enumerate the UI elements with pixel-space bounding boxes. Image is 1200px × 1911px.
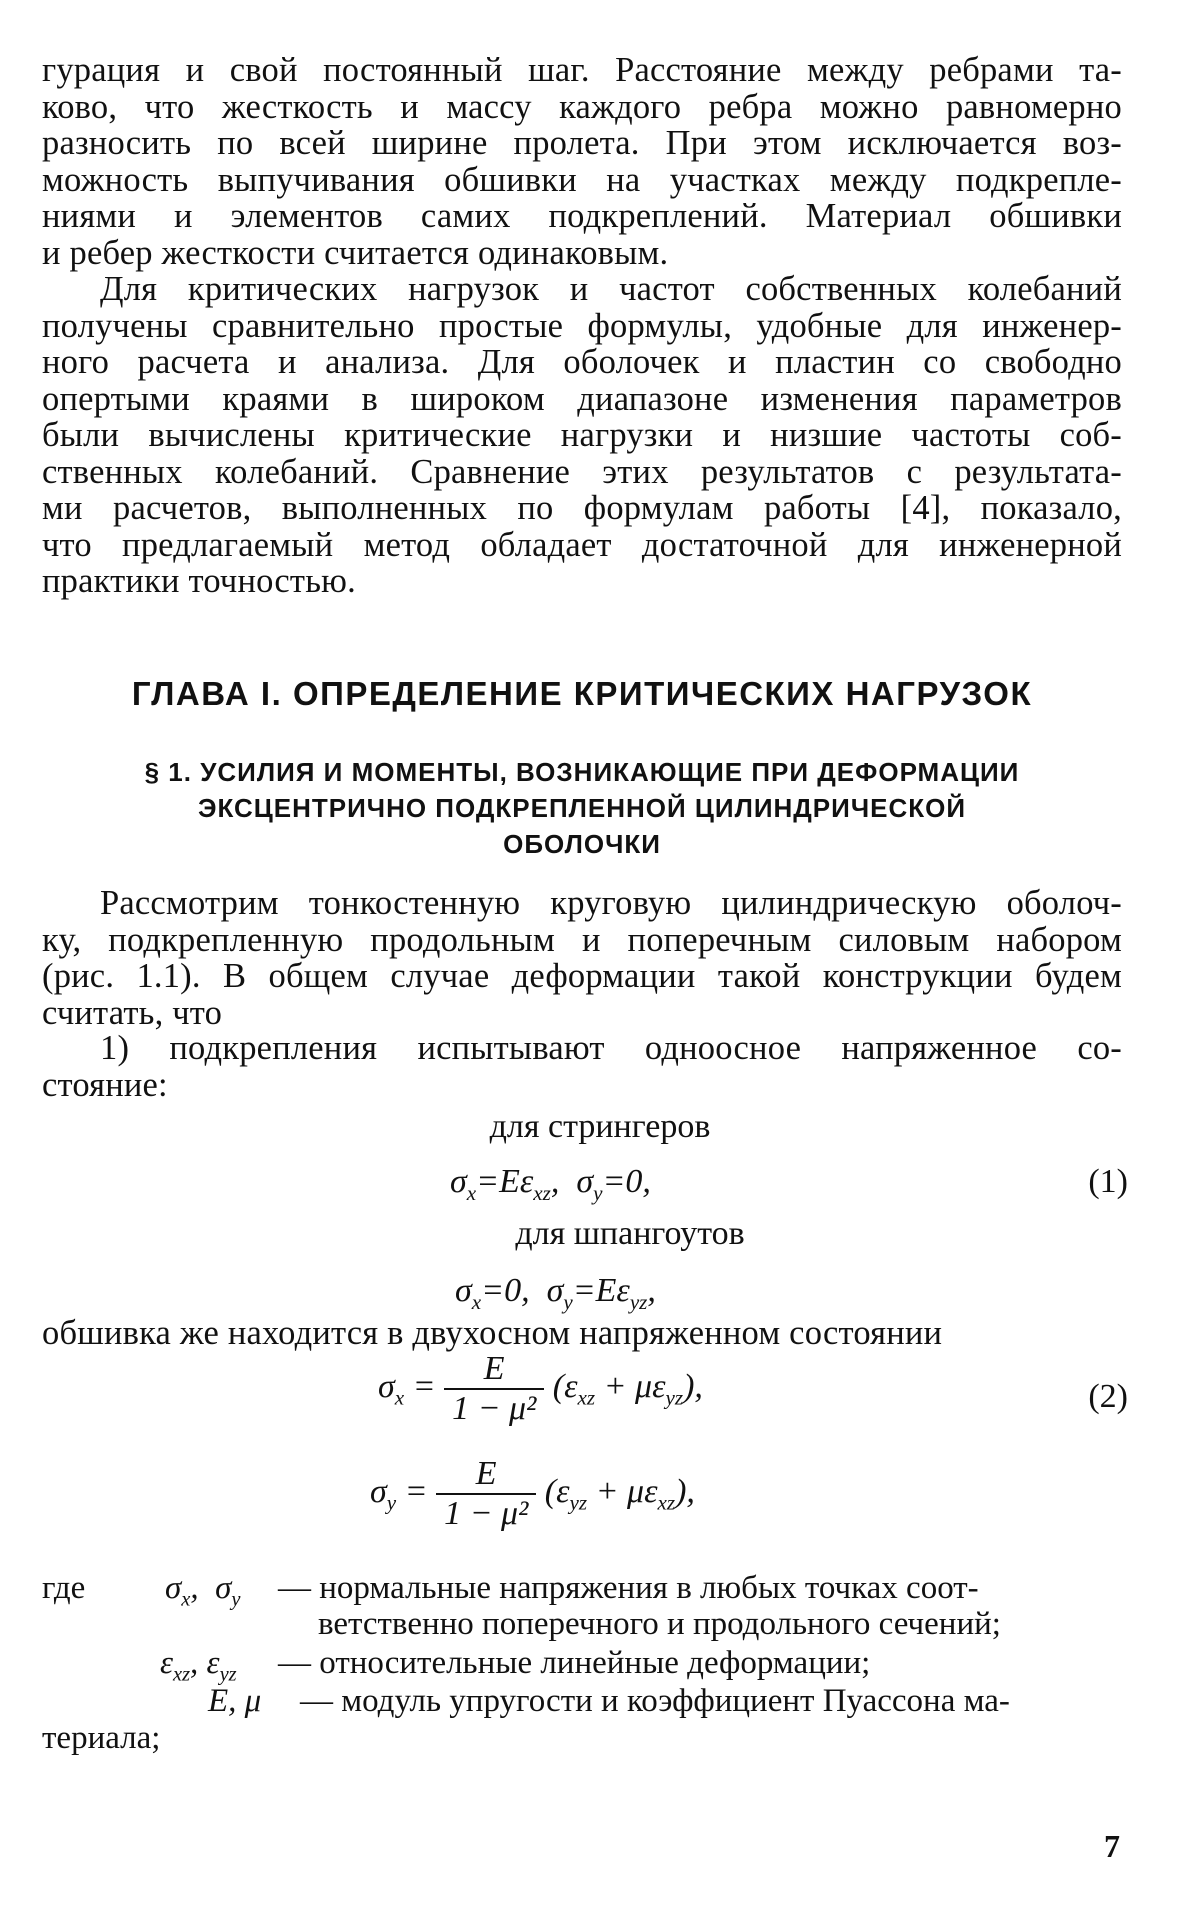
definition-text: — нормальные напряжения в любых точках соот- (278, 1570, 979, 1606)
equation-2a: $\sigma_x$ = $\frac{E}{\text{1 − μ²}}$ $(\varepsilon_{xz} + \mu\varepsilon_{yz})$, (378, 1350, 703, 1427)
definition-text: териала; (42, 1720, 161, 1756)
text-line: разносить по всей ширине пролета. При этом исключается воз- (42, 124, 1122, 162)
text-line: гурация и свой постоянный шаг. Расстояние между ребрами та- (42, 51, 1122, 89)
where-label: где (42, 1570, 86, 1606)
definition-symbols: $\varepsilon_{xz}$, $\varepsilon_{yz}$ (160, 1645, 237, 1686)
equation-2b: $\sigma_y$ = $\frac{E}{\text{1 − μ²}}$ $(\varepsilon_{yz} + \mu\varepsilon_{xz})$, (370, 1455, 695, 1532)
stringers-label: для стрингеров (489, 1108, 711, 1145)
intro-paragraph-1 (42, 52, 1122, 271)
text-line: были вычислены критические нагрузки и низшие частоты соб- (42, 416, 1122, 454)
section-title-line: ОБОЛОЧКИ (503, 829, 661, 859)
text-line: ково, что жесткость и массу каждого ребра можно равномерно (42, 87, 1122, 126)
text-line: Рассмотрим тонкостенную круговую цилиндрическую оболоч- (100, 884, 1122, 922)
text-line: 1) подкрепления испытывают одноосное напряженное со- (100, 1029, 1122, 1067)
equation-number: (2) (1088, 1378, 1128, 1415)
text-line: Для критических нагрузок и частот собственных колебаний (100, 270, 1122, 308)
text-line: обшивка же находится в двухосном напряженном состоянии (42, 1314, 943, 1352)
fraction: $\frac{E}{\text{1 − μ²}}$ (444, 1350, 544, 1428)
definition-text: — модуль упругости и коэффициент Пуассона ма- (300, 1683, 1010, 1719)
text-line: (рис. 1.1). В общем случае деформации такой конструкции будем (42, 957, 1122, 995)
section-title-line: § 1. УСИЛИЯ И МОМЕНТЫ, ВОЗНИКАЮЩИЕ ПРИ ДЕФОРМАЦИИ (144, 757, 1020, 787)
equation-1a: $\sigma_x=E\varepsilon_{xz}$, $\sigma_y=0$, (450, 1163, 651, 1205)
skin-state-text (42, 1315, 1122, 1352)
body-paragraph-1 (42, 885, 1122, 1031)
equation-number: (1) (1088, 1163, 1128, 1200)
section-title-line: ЭКСЦЕНТРИЧНО ПОДКРЕПЛЕННОЙ ЦИЛИНДРИЧЕСКОЙ (197, 793, 967, 823)
body-paragraph-2 (42, 1030, 1122, 1103)
equation-1b: $\sigma_x=0$, $\sigma_y=E\varepsilon_{yz}$, (455, 1272, 656, 1314)
text-line: можность выпучивания обшивки на участках между подкрепле- (42, 160, 1122, 199)
text-line: стояние: (42, 1065, 168, 1104)
text-line: практики точностью. (42, 562, 356, 600)
definition-symbols: E, μ (208, 1683, 262, 1719)
text-line: и ребер жесткости считается одинаковым. (42, 233, 669, 272)
text-line: ку, подкрепленную продольным и поперечным силовым набором (42, 920, 1122, 959)
text-line: ного расчета и анализа. Для оболочек и пластин со свободно (42, 343, 1122, 381)
text-line: считать, что (42, 993, 223, 1032)
definition-symbols: $\sigma_x$, $\sigma_y$ (165, 1570, 241, 1611)
chapter-title: ГЛАВА I. ОПРЕДЕЛЕНИЕ КРИТИЧЕСКИХ НАГРУЗОК (131, 675, 1033, 712)
text-line: ственных колебаний. Сравнение этих результатов с результата- (42, 452, 1122, 491)
section-title (42, 754, 1122, 862)
text-line: ми расчетов, выполненных по формулам работы [4], показало, (42, 489, 1122, 527)
text-line: что предлагаемый метод обладает достаточной для инженерной (42, 525, 1122, 564)
frames-label: для шпангоутов (515, 1215, 745, 1252)
definition-text: ветственно поперечного и продольного сечений; (318, 1606, 1001, 1642)
definition-text: — относительные линейные деформации; (278, 1645, 871, 1681)
fraction: $\frac{E}{\text{1 − μ²}}$ (436, 1455, 536, 1533)
text-line: получены сравнительно простые формулы, удобные для инженер- (42, 306, 1122, 345)
page-number: 7 (1104, 1828, 1120, 1864)
intro-paragraph-2 (42, 271, 1122, 600)
text-line: ниями и элементов самих подкреплений. Материал обшивки (42, 197, 1122, 235)
text-line: опертыми краями в широком диапазоне изменения параметров (42, 379, 1122, 418)
